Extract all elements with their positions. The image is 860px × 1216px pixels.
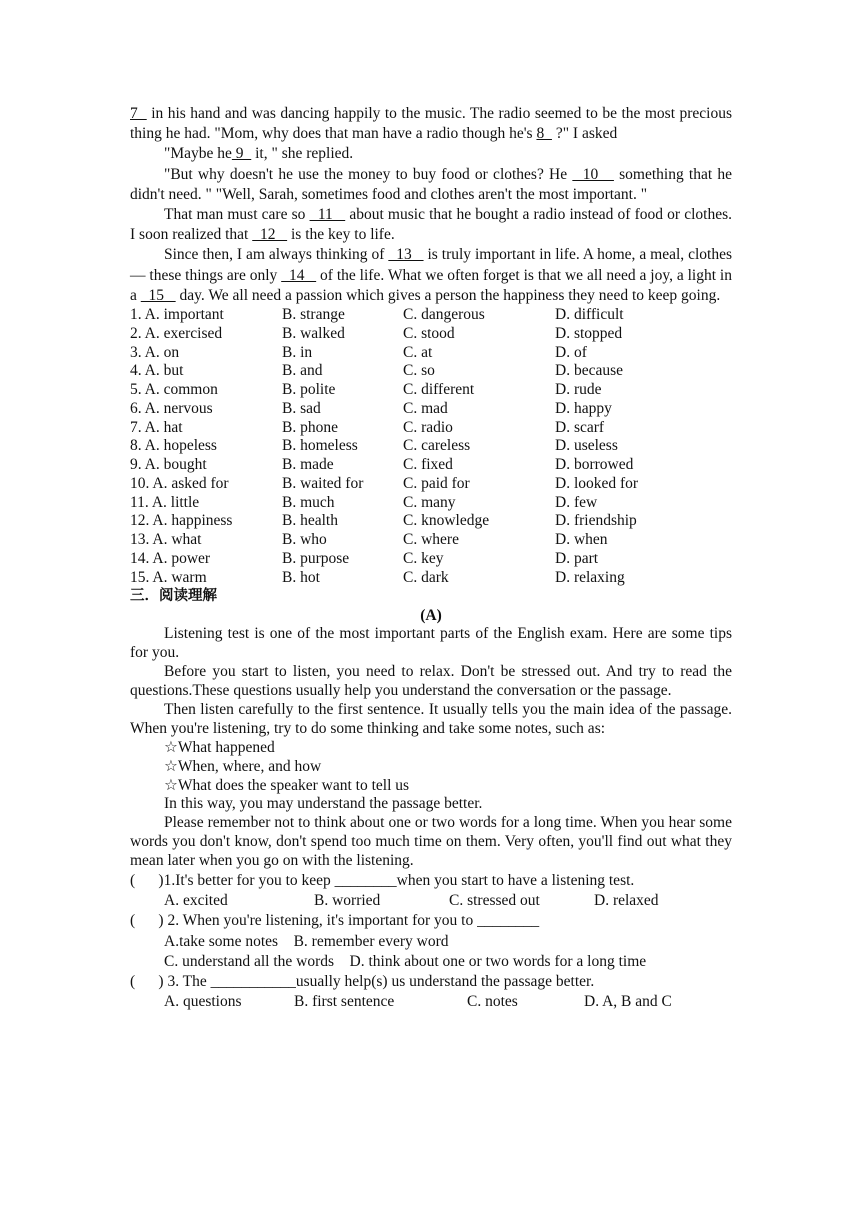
option-15d: D. relaxing bbox=[555, 568, 625, 586]
option-8a: 8. A. hopeless bbox=[130, 437, 217, 455]
option-2d: D. stopped bbox=[555, 324, 623, 342]
option-11b: B. much bbox=[282, 493, 335, 511]
cloze-text: ?" I asked bbox=[551, 125, 618, 143]
q1-option-c: C. stressed out bbox=[449, 892, 540, 910]
passage-paragraph-2: Before you start to listen, you need to relax. Don't be stressed out. And try to read the questions.These questions usually help you understand the conversation or the passage. bbox=[130, 663, 732, 699]
option-2b: B. walked bbox=[282, 324, 345, 342]
question-2-options-line-2: C. understand all the words D. think about one or two words for a long time bbox=[164, 952, 647, 970]
option-4c: C. so bbox=[403, 362, 435, 380]
question-2: ( ) 2. When you're listening, it's important for you to ________ bbox=[130, 912, 540, 930]
option-1c: C. dangerous bbox=[403, 306, 485, 324]
cloze-text: is truly important in life. A home, a meal, clothes — these things are only bbox=[130, 246, 733, 284]
option-2c: C. stood bbox=[403, 324, 455, 342]
cloze-text: about music that he bought a radio instead of food or clothes. I soon realized that bbox=[130, 206, 732, 244]
passage-paragraph-5: Please remember not to think about one or two words for a long time. When you hear some words you don't know, don't spend too much time on them. Very often, you'll find out what they mean later when you go on with the listening. bbox=[130, 814, 732, 870]
option-13d: D. when bbox=[555, 531, 608, 549]
option-12c: C. knowledge bbox=[403, 512, 490, 530]
option-2a: 2. A. exercised bbox=[130, 324, 223, 342]
option-13b: B. who bbox=[282, 531, 327, 549]
question-1-options bbox=[130, 891, 732, 911]
blank-13: 13 bbox=[388, 246, 424, 264]
blank-12: 12 bbox=[252, 226, 288, 244]
passage-label: (A) bbox=[420, 607, 442, 625]
option-4b: B. and bbox=[282, 362, 323, 380]
option-12a: 12. A. happiness bbox=[130, 512, 233, 530]
option-15b: B. hot bbox=[282, 568, 320, 586]
option-7c: C. radio bbox=[403, 418, 453, 436]
option-3a: 3. A. on bbox=[130, 343, 180, 361]
cloze-options-grid bbox=[130, 306, 732, 587]
section-heading: 三．阅读理解 bbox=[130, 588, 217, 605]
option-13c: C. where bbox=[403, 531, 459, 549]
option-3b: B. in bbox=[282, 343, 313, 361]
blank-14: 14 bbox=[281, 266, 317, 284]
question-3-options bbox=[130, 992, 732, 1012]
option-4d: D. because bbox=[555, 362, 623, 380]
option-10b: B. waited for bbox=[282, 474, 364, 492]
option-14c: C. key bbox=[403, 549, 444, 567]
cloze-text: "But why doesn't he use the money to buy food or clothes? He bbox=[164, 165, 573, 183]
option-12d: D. friendship bbox=[555, 512, 637, 530]
option-11c: C. many bbox=[403, 493, 456, 511]
cloze-text: of the life. What we often forget is that we all need a joy, a light in a bbox=[130, 266, 732, 304]
tip-item: ☆What happened bbox=[164, 738, 275, 756]
blank-10: 10 bbox=[572, 165, 614, 183]
q1-option-d: D. relaxed bbox=[594, 892, 659, 910]
question-2-options-line-1: A.take some notes B. remember every word bbox=[164, 932, 449, 950]
option-5c: C. different bbox=[403, 381, 475, 399]
option-5d: D. rude bbox=[555, 381, 602, 399]
q3-option-c: C. notes bbox=[467, 993, 518, 1011]
option-15c: C. dark bbox=[403, 568, 449, 586]
option-1a: 1. A. important bbox=[130, 306, 224, 324]
q3-option-d: D. A, B and C bbox=[584, 993, 672, 1011]
passage-paragraph-3: Then listen carefully to the first sentence. It usually tells you the main idea of the passage. When you're listening, try to do some thinking and take some notes, such as: bbox=[130, 700, 732, 737]
option-6b: B. sad bbox=[282, 399, 321, 417]
passage-paragraph-4: In this way, you may understand the passage better. bbox=[164, 795, 483, 813]
option-1b: B. strange bbox=[282, 306, 345, 324]
option-9a: 9. A. bought bbox=[130, 456, 207, 474]
option-14b: B. purpose bbox=[282, 549, 350, 567]
option-8d: D. useless bbox=[555, 437, 618, 455]
option-4a: 4. A. but bbox=[130, 362, 184, 380]
option-10d: D. looked for bbox=[555, 474, 639, 492]
option-11a: 11. A. little bbox=[130, 493, 200, 511]
cloze-text: in his hand and was dancing happily to the music. The radio seemed to be the most precious thing he had. "Mom, why does that man have a radio though he's bbox=[130, 105, 732, 143]
blank-15: 15 bbox=[140, 286, 176, 304]
option-7b: B. phone bbox=[282, 418, 338, 436]
q3-option-a: A. questions bbox=[164, 993, 242, 1011]
tip-item: ☆When, where, and how bbox=[164, 757, 322, 775]
option-9b: B. made bbox=[282, 456, 334, 474]
tip-item: ☆What does the speaker want to tell us bbox=[164, 776, 410, 794]
cloze-paragraph-2 bbox=[130, 144, 732, 164]
cloze-paragraph-4 bbox=[130, 205, 732, 245]
option-9d: D. borrowed bbox=[555, 456, 634, 474]
option-6a: 6. A. nervous bbox=[130, 399, 213, 417]
cloze-text: "Maybe he bbox=[164, 145, 232, 163]
worksheet-page bbox=[130, 104, 732, 1012]
blank-8: 8 bbox=[536, 125, 552, 143]
q1-option-b: B. worried bbox=[314, 892, 381, 910]
option-10a: 10. A. asked for bbox=[130, 474, 229, 492]
option-3d: D. of bbox=[555, 343, 587, 361]
q1-option-a: A. excited bbox=[164, 892, 228, 910]
blank-7: 7 bbox=[130, 105, 147, 122]
cloze-text: is the key to life. bbox=[287, 226, 395, 244]
option-1d: D. difficult bbox=[555, 306, 624, 324]
option-7d: D. scarf bbox=[555, 418, 605, 436]
question-1: ( )1.It's better for you to keep ________when you start to have a listening test. bbox=[130, 872, 635, 890]
option-13a: 13. A. what bbox=[130, 531, 202, 549]
q3-option-b: B. first sentence bbox=[294, 993, 395, 1011]
blank-9: 9 bbox=[231, 145, 252, 163]
cloze-text: day. We all need a passion which gives a person the happiness they need to keep going. bbox=[175, 286, 721, 304]
option-5a: 5. A. common bbox=[130, 381, 218, 399]
option-12b: B. health bbox=[282, 512, 338, 530]
option-8b: B. homeless bbox=[282, 437, 358, 455]
option-8c: C. careless bbox=[403, 437, 471, 455]
question-3: ( ) 3. The ___________usually help(s) us understand the passage better. bbox=[130, 973, 595, 991]
option-14d: D. part bbox=[555, 549, 599, 567]
cloze-paragraph-5 bbox=[130, 245, 732, 306]
option-6d: D. happy bbox=[555, 399, 612, 417]
cloze-text: something that he didn't need. " "Well, Sarah, sometimes food and clothes aren't the most important. " bbox=[130, 165, 733, 203]
cloze-text: Since then, I am always thinking of bbox=[164, 246, 389, 264]
option-11d: D. few bbox=[555, 493, 598, 511]
cloze-paragraph-1 bbox=[130, 104, 732, 144]
passage-paragraph-1: Listening test is one of the most important parts of the English exam. Here are some tips for you. bbox=[130, 625, 732, 662]
option-3c: C. at bbox=[403, 343, 433, 361]
option-10c: C. paid for bbox=[403, 474, 470, 492]
blank-11: 11 bbox=[309, 206, 346, 224]
option-7a: 7. A. hat bbox=[130, 418, 183, 436]
option-9c: C. fixed bbox=[403, 456, 453, 474]
option-14a: 14. A. power bbox=[130, 549, 211, 567]
option-6c: C. mad bbox=[403, 399, 448, 417]
option-5b: B. polite bbox=[282, 381, 336, 399]
option-15a: 15. A. warm bbox=[130, 568, 207, 586]
cloze-paragraph-3 bbox=[130, 165, 732, 205]
cloze-text: it, " she replied. bbox=[251, 145, 354, 163]
cloze-text: That man must care so bbox=[164, 206, 310, 224]
